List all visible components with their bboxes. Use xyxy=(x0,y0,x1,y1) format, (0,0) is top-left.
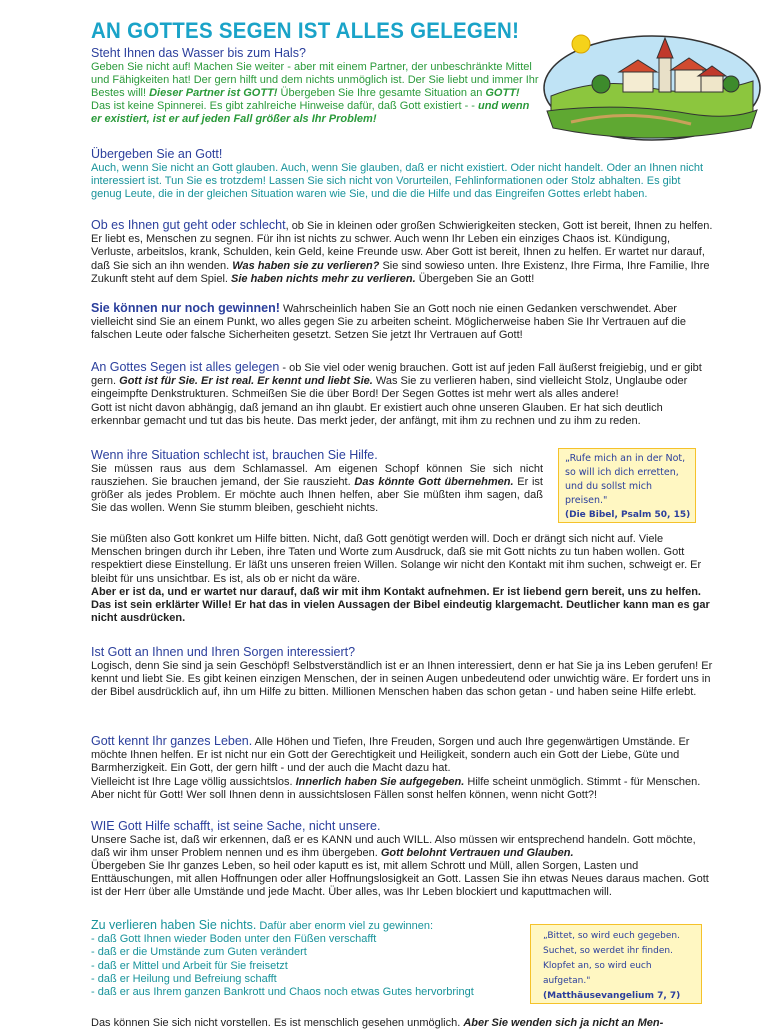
section-gut-schlecht-text xyxy=(91,218,713,286)
bible-quote-psalm xyxy=(558,448,696,523)
list-item: - daß er Heilung und Befreiung schafft xyxy=(91,972,277,985)
section-leben xyxy=(91,734,713,802)
section-last-text-1: Das können Sie sich nicht vorstellen. Es ist menschlich gesehen unmöglich. xyxy=(91,1017,464,1029)
section-gewinnen-body: Wahrscheinlich haben Sie an Gott noch nie einen Gedanken verschwendet. Aber vielleicht sind Sie an einem Punkt, wo alles gegen Sie zu arbeiten scheint. Möglicherweise haben Sie Ihr Vertrauen auf die falschen Leute oder falsche Sicherheiten gesetzt. Setzen Sie jetzt Ihr Vertrauen auf Gott! xyxy=(91,303,686,342)
section-gewinn-liste-heading-line xyxy=(91,918,521,933)
section-hilfe xyxy=(91,819,713,900)
intro-bold-2: GOTT! xyxy=(485,86,520,99)
bible-quote-matthaeus-text: „Bittet, so wird euch gegeben. Suchet, so werdet ihr finden. Klopfet an, so wird euch aufgetan." xyxy=(543,931,680,986)
section-leben-bold-1: Innerlich haben Sie aufgegeben. xyxy=(295,775,465,788)
list-item: - daß er aus Ihrem ganzen Bankrott und Chaos noch etwas Gutes hervorbringt xyxy=(91,986,474,999)
list-item: - daß er Mittel und Arbeit für Sie freisetzt xyxy=(91,959,288,972)
section-hilfe-heading: WIE Gott Hilfe schafft, ist seine Sache, nicht unsere. xyxy=(91,819,381,833)
section-gut-schlecht-heading: Ob es Ihnen gut geht oder schlecht xyxy=(91,218,286,232)
section-gut-schlecht-text-3: Übergeben Sie an Gott! xyxy=(415,272,535,285)
section-gut-schlecht xyxy=(91,218,713,286)
section-situation-bold-1: Das könnte Gott übernehmen. xyxy=(354,475,514,488)
section-gut-schlecht-bold-1: Was haben sie zu verlieren? xyxy=(232,259,380,272)
section-uebergeben-text: Auch, wenn Sie nicht an Gott glauben. Auch, wenn Sie glauben, daß er nicht existiert. Oder nicht handelt. Oder an Ihnen nicht interessiert ist. Tun Sie es trotzdem! Lassen Sie sich nicht von Vorurteilen, Fehlinformationen oder Stolz abhalten. Es gibt genug Leute, die in der gleichen Situation waren wie Sie, und die die Hilfe und das Eingreifen Gottes erlebt haben. xyxy=(91,161,704,200)
section-hilfe-bold-1: Gott belohnt Vertrauen und Glauben. xyxy=(380,846,574,859)
section-leben-text-3: Hilfe scheint unmöglich. Stimmt - für Menschen. Aber nicht für Gott! Wer soll Ihnen denn in aussichtslosen Fällen sonst helfen können, wenn nicht Gott?! xyxy=(91,775,701,801)
section-situation-text-2: Er ist größer als jedes Problem. Er möchte auch Ihnen helfen, aber Sie müßten ihm sagen, daß Sie das wollen. Wenn Sie stumm bleiben, geschieht nichts. xyxy=(91,475,543,515)
section-segen-heading: An Gottes Segen ist alles gelegen xyxy=(91,360,280,374)
intro-heading: Steht Ihnen das Wasser bis zum Hals? xyxy=(91,46,306,60)
village-illustration xyxy=(541,26,763,142)
section-leben-text-1: Alle Höhen und Tiefen, Ihre Freuden, Sorgen und auch Ihre gegenwärtigen Umstände. Er möchte Ihnen helfen. Er ist nicht nur ein Gott der Gerechtigkeit und Heiligkeit, sondern auch ein Gott der Liebe, Güte und Barmherzigkeit. Ein Gott, der gern hilft - und der auch die Macht dazu hat. xyxy=(91,736,690,775)
section-gewinnen-text xyxy=(91,302,713,343)
section-gewinnen-heading: Sie können nur noch gewinnen! xyxy=(91,301,280,315)
section-gut-schlecht-text-1: , ob Sie in kleinen oder großen Schwierigkeiten stecken, Gott ist bereit, Ihnen zu helfen. Er liebt es, Menschen zu segnen. Für ihn ist nichts zu schwer. Auch wenn Ihr Leben ein einziges Chaos ist. Kündigung, Verluste, arbeitslos, krank, Schulden, kein Geld, keine Freunde usw. Aber Gott ist bereit, Ihnen zu helfen. Er wartet nur darauf, daß Sie sich an ihn wenden. xyxy=(91,220,713,272)
section-segen-bold-1: Gott ist für Sie. Er ist real. Er kennt und liebt Sie. xyxy=(119,375,373,388)
intro-bold-1: Dieser Partner ist GOTT! xyxy=(149,86,278,99)
section-hilfe-text-2: Übergeben Sie Ihr ganzes Leben, so heil oder kaputt es ist, mit allem Schrott und Müll, allen Sorgen, Lasten und Enttäuschungen, mit allen Hoffnungen oder aller Hoffnungslosigkeit an Gott. Lassen Sie ihn etwas Neues daraus machen. Gott ist der Herr über alle Umstände und jede Macht. Über alles, was Ihr Leben blockiert und kaputtmachen will. xyxy=(91,859,709,899)
bible-quote-psalm-source: (Die Bibel, Psalm 50, 15) xyxy=(565,510,691,520)
section-gut-schlecht-bold-2: Sie haben nichts mehr zu verlieren. xyxy=(231,272,416,285)
section-uebergeben-heading: Übergeben Sie an Gott! xyxy=(91,147,223,161)
section-interessiert-text: Logisch, denn Sie sind ja sein Geschöpf! Selbstverständlich ist er an Ihnen interessiert, denn er hat Sie ja ins Leben gerufen! Er kennt und liebt Sie. Es gibt keinen einzigen Menschen, der in seinen Augen unbedeutend oder unwichtig wäre. Er fordert uns in der Bibel ausdrücklich auf, ihn um Hilfe zu bitten. Millionen Menschen haben das schon getan - und haben seine Hilfe erlebt. xyxy=(91,659,713,698)
section-gewinn-liste xyxy=(91,918,521,999)
intro-text-2: Übergeben Sie Ihre gesamte Situation an xyxy=(277,86,486,99)
intro-text-3: Das ist keine Spinnerei. Es gibt zahlreiche Hinweise dafür, daß Gott existiert - - xyxy=(91,100,479,113)
section-situation-heading: Wenn ihre Situation schlecht ist, brauchen Sie Hilfe. xyxy=(91,448,378,462)
section-gut-schlecht-text-2: Sie sind sowieso unten. Ihre Existenz, Ihre Firma, Ihre Familie, Ihre Zukunft steht auf dem Spiel. xyxy=(91,259,710,285)
section-segen xyxy=(91,360,713,428)
section-situation xyxy=(91,448,543,515)
intro-text-1: Geben Sie nicht auf! Machen Sie weiter - aber mit einem Partner, der unbeschränkte Mittel und Fähigkeiten hat! Der gern hilft und dem nichts unmöglich ist. Der Sie liebt und immer Ihr Bestes will! xyxy=(91,60,539,99)
section-segen-text xyxy=(91,360,713,402)
intro-bold-3: und wenn er existiert, ist er auf jeden Fall größer als Ihr Problem! xyxy=(91,100,530,126)
section-leben-text-2: Vielleicht ist Ihre Lage völlig aussichtslos. xyxy=(91,775,296,788)
section-situation-bold-2: Aber er ist da, und er wartet nur darauf, daß wir mit ihm Kontakt aufnehmen. Er ist liebend gern bereit, uns zu helfen. Das ist sein erklärter Wille! Er hat das in vielen Aussagen der Bibel eindeutig klargemacht. Deutlicher kann man es gar nicht ausdrücken. xyxy=(91,585,710,625)
bible-quote-matthaeus-source: (Matthäusevangelium 7, 7) xyxy=(543,991,681,1001)
list-item: - daß Gott Ihnen wieder Boden unter den Füßen verschafft xyxy=(91,933,377,946)
bible-quote-psalm-text: „Rufe mich an in der Not, so will ich dich erretten, und du sollst mich preisen." xyxy=(565,453,686,506)
section-situation-text xyxy=(91,463,543,516)
section-gewinnen xyxy=(91,302,713,343)
section-uebergeben xyxy=(91,147,713,201)
list-item: - daß er die Umstände zum Guten verändert xyxy=(91,946,307,959)
section-gewinn-liste-heading-2: Dafür aber enorm viel zu gewinnen: xyxy=(256,920,434,932)
section-last-bold-1: Aber Sie wenden sich ja nicht an Men- xyxy=(463,1017,664,1029)
intro-text xyxy=(91,61,539,127)
section-situation-2 xyxy=(91,533,713,625)
section-segen-text-2: Was Sie zu verlieren haben, sind vielleicht Stolz, Unglaube oder eingeimpfte Denkstrukturen. Schmeißen Sie die über Bord! Der Segen Gottes ist mehr wert als alles andere! xyxy=(91,375,688,401)
section-situation-text-3: Sie müßten also Gott konkret um Hilfe bitten. Nicht, daß Gott genötigt werden will. Doch er drängt sich nicht auf. Viele Menschen bringen durch ihr Leben, ihre Taten und Worte zum Ausdruck, daß sie mit Gott nichts zu tun haben wollen. Gott respektiert diese Einstellung. Er läßt uns unseren freien Willen. Solange wir nicht den Kontakt mit ihm suchen, schweigt er. Er bleibt für uns unsichtbar. Es ist, als ob er nicht da wäre. xyxy=(91,533,702,585)
bible-quote-matthaeus xyxy=(530,924,702,1004)
intro-section xyxy=(91,46,539,127)
section-hilfe-text-1: Unsere Sache ist, daß wir erkennen, daß er es KANN und auch WILL. Also müssen wir entsprechend handeln. Gott möchte, daß wir ihm unser Problem nennen und es ihm übergeben. xyxy=(91,833,696,859)
section-interessiert-heading: Ist Gott an Ihnen und Ihren Sorgen interessiert? xyxy=(91,645,356,659)
section-leben-text xyxy=(91,734,713,776)
section-interessiert xyxy=(91,645,713,699)
page-title: AN GOTTES SEGEN IST ALLES GELEGEN! xyxy=(91,18,520,43)
section-leben-text-b xyxy=(91,776,713,802)
section-segen-text-1: - ob Sie viel oder wenig brauchen. Gott ist auf jeden Fall äußerst freigiebig, und er gibt gern. xyxy=(91,362,702,388)
section-situation-text-1: Sie müssen raus aus dem Schlamassel. Am eigenen Schopf können Sie sich nicht rausziehen. Sie brauchen jemand, der Sie rauszieht. xyxy=(91,462,543,488)
section-hilfe-text xyxy=(91,834,713,860)
section-leben-heading: Gott kennt Ihr ganzes Leben. xyxy=(91,734,253,748)
section-segen-text-3: Gott ist nicht davon abhängig, daß jemand an ihn glaubt. Er existiert auch ohne unseren Glauben. Er hat sich deutlich erkennbar gemacht und tut das bis heute. Das merkt jeder, der anfängt, mit ihm zu rechnen und zu ihm zu reden. xyxy=(91,401,663,427)
section-gewinn-liste-heading: Zu verlieren haben Sie nichts. xyxy=(91,918,257,932)
